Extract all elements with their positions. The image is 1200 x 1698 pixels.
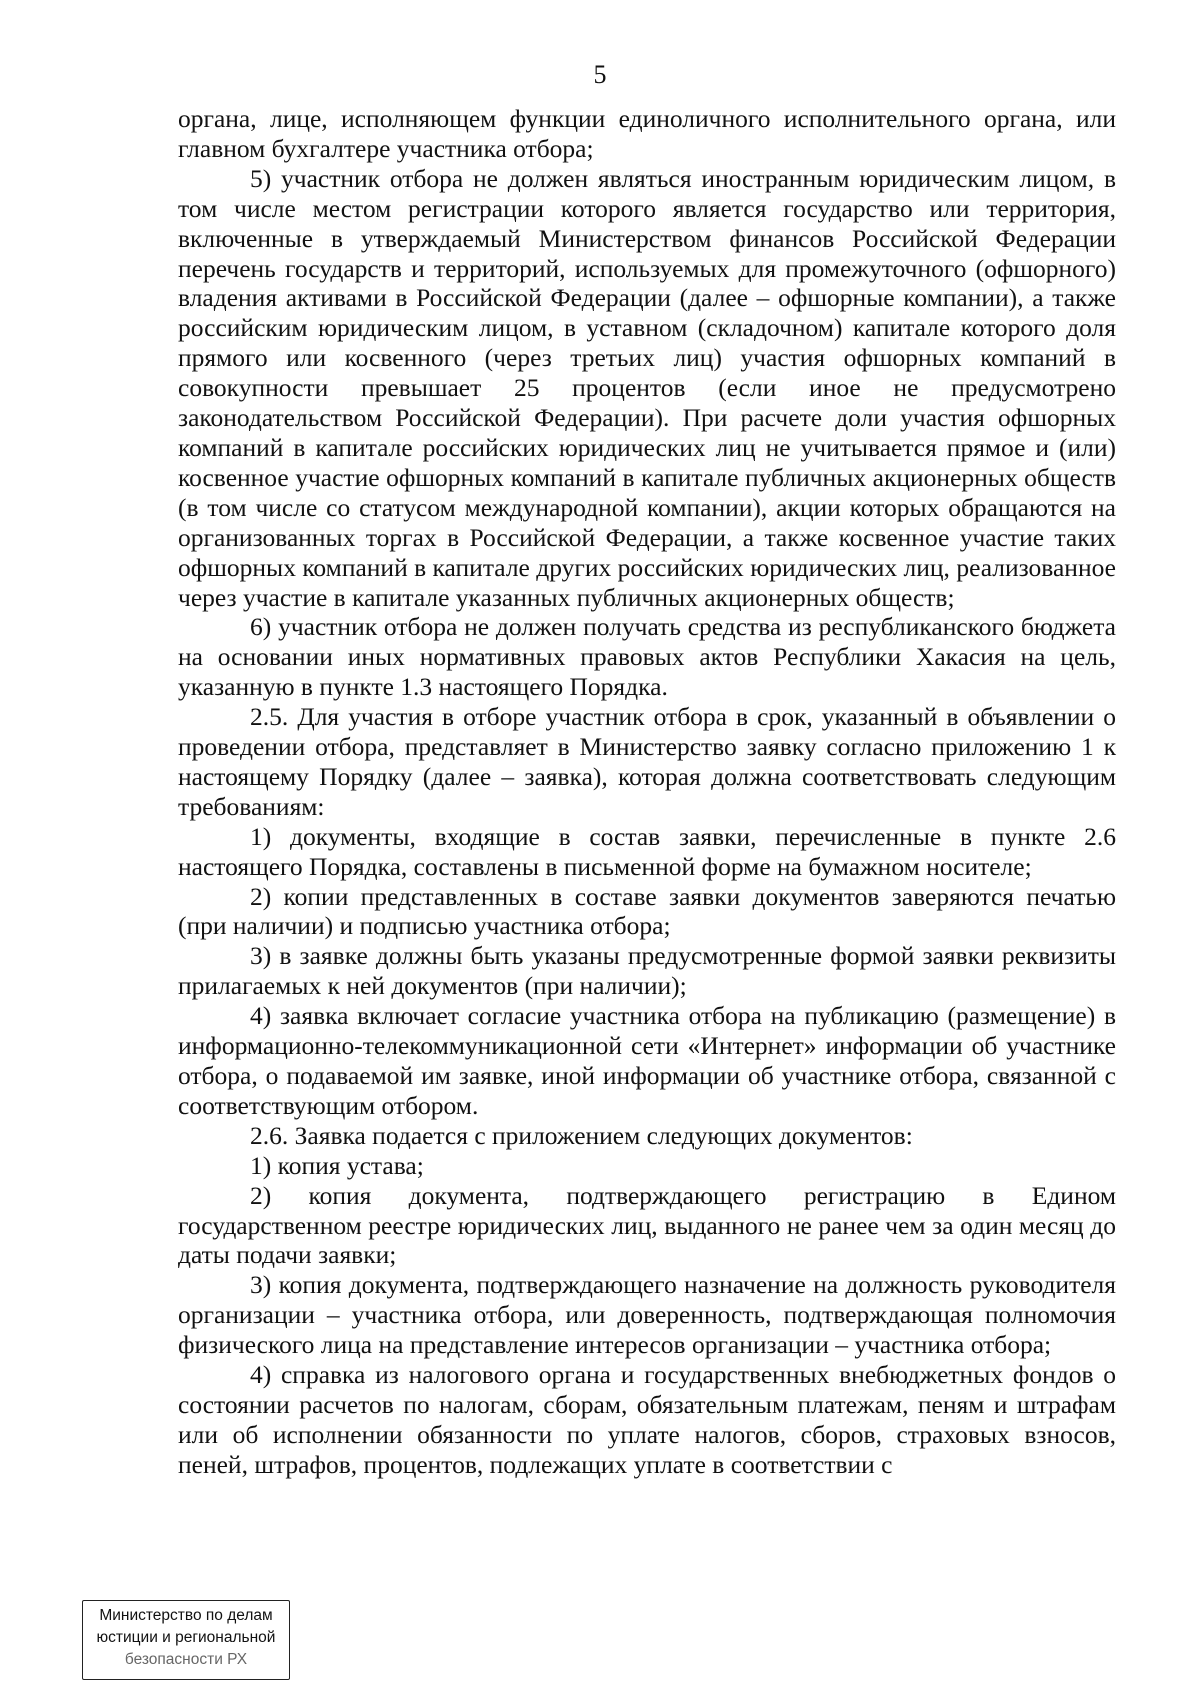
paragraph-document-4: 4) справка из налогового органа и государственных внебюджетных фондов о состоянии расчетов по налогам, сборам, обязательным платежам, пеням и штрафам или об исполнении обязанности по уплате налогов, сборов, страховых взносов, пеней, штрафов, процентов, подлежащих уплате в соответствии с bbox=[178, 1360, 1116, 1479]
paragraph-section-2-6: 2.6. Заявка подается с приложением следующих документов: bbox=[250, 1120, 913, 1150]
paragraph-requirement-2: 2) копии представленных в составе заявки документов заверяются печатью (при наличии) и подписью участника отбора; bbox=[178, 881, 1116, 941]
registration-stamp bbox=[82, 1600, 290, 1680]
paragraph-document-2: 2) копия документа, подтверждающего регистрацию в Едином государственном реестре юридических лиц, выданного не ранее чем за один месяц до даты подачи заявки; bbox=[178, 1180, 1116, 1270]
paragraph-continuation: органа, лице, исполняющем функции единоличного исполнительного органа, или главном бухгалтере участника отбора; bbox=[178, 104, 1116, 163]
paragraph-item-5: 5) участник отбора не должен являться иностранным юридическим лицом, в том числе местом регистрации которого является государство или территория, включенные в утверждаемый Министерством финансов Российской Федерации перечень государств и территорий, используемых для промежуточного (офшорного) владения активами в Российской Федерации (далее – офшорные компании), а также российским юридическим лицом, в уставном (складочном) капитале которого доля прямого или косвенного (через третьих лиц) участия офшорных компаний в совокупности превышает 25 процентов (если иное не предусмотрено законодательством Российской Федерации). При расчете доли участия офшорных компаний в капитале российских юридических лиц не учитывается прямое и (или) косвенное участие офшорных компаний в капитале публичных акционерных обществ (в том числе со статусом международной компании), акции которых обращаются на организованных торгах в Российской Федерации, а также косвенное участие таких офшорных компаний в капитале других российских юридических лиц, реализованное через участие в капитале указанных публичных акционерных обществ; bbox=[178, 163, 1116, 612]
stamp-line: Министерство по делам bbox=[99, 1607, 273, 1624]
paragraph-document-1: 1) копия устава; bbox=[250, 1150, 424, 1180]
page-number: 5 bbox=[593, 60, 607, 89]
paragraph-section-2-5: 2.5. Для участия в отборе участник отбора в срок, указанный в объявлении о проведении отбора, представляет в Министерство заявку согласно приложению 1 к настоящему Порядку (далее – заявка), которая должна соответствовать следующим требованиям: bbox=[178, 702, 1116, 821]
stamp-line: безопасности РХ bbox=[124, 1651, 248, 1668]
paragraph-requirement-3: 3) в заявке должны быть указаны предусмотренные формой заявки реквизиты прилагаемых к ней документов (при наличии); bbox=[178, 941, 1116, 1001]
paragraph-requirement-4: 4) заявка включает согласие участника отбора на публикацию (размещение) в информационно-телекоммуникационной сети «Интернет» информации об участнике отбора, о подаваемой им заявке, иной информации об участнике отбора, связанной с соответствующим отбором. bbox=[178, 1001, 1116, 1120]
stamp-line: юстиции и региональной bbox=[96, 1629, 276, 1646]
document-body bbox=[178, 104, 1116, 1480]
paragraph-requirement-1: 1) документы, входящие в состав заявки, перечисленные в пункте 2.6 настоящего Порядка, составлены в письменной форме на бумажном носителе; bbox=[178, 821, 1116, 881]
paragraph-item-6: 6) участник отбора не должен получать средства из республиканского бюджета на основании иных нормативных правовых актов Республики Хакасия на цель, указанную в пункте 1.3 настоящего Порядка. bbox=[178, 612, 1116, 702]
paragraph-document-3: 3) копия документа, подтверждающего назначение на должность руководителя организации – участника отбора, или доверенность, подтверждающая полномочия физического лица на представление интересов организации – участника отбора; bbox=[178, 1270, 1116, 1360]
